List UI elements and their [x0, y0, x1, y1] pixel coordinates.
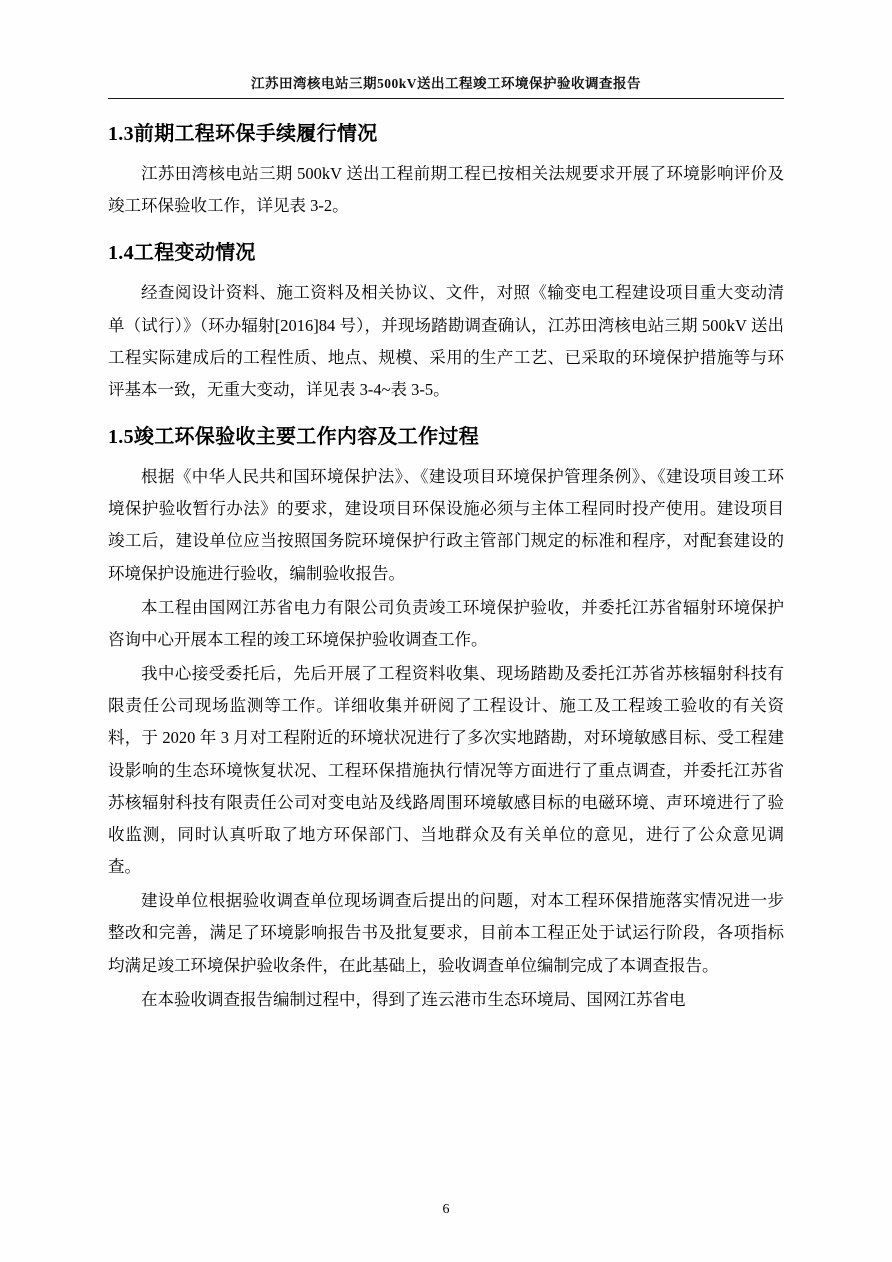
- section-heading-1-4: 1.4工程变动情况: [108, 242, 256, 265]
- paragraph-1-3-1: 江苏田湾核电站三期 500kV 送出工程前期工程已按相关法规要求开展了环境影响评价及竣工环保验收工作，详见表 3-2。: [108, 164, 784, 216]
- paragraph-1-4-1: 经查阅设计资料、施工资料及相关协议、文件，对照《输变电工程建设项目重大变动清单（试行）》（环办辐射[2016]84 号），并现场踏勘调查确认，江苏田湾核电站三期 500kV 送出工程实际建成后的工程性质、地点、规模、采用的生产工艺、已采取的环境保护措施等与环评基本一致，无重大变动，详见表 3-4~表 3-5。: [108, 283, 784, 399]
- header-divider: [108, 98, 784, 99]
- paragraph-1-5-1: 根据《中华人民共和国环境保护法》、《建设项目环境保护管理条例》、《建设项目竣工环境保护验收暂行办法》的要求，建设项目环保设施必须与主体工程同时投产使用。建设项目竣工后，建设单位应当按照国务院环境保护行政主管部门规定的标准和程序，对配套建设的环境保护设施进行验收，编制验收报告。: [108, 467, 784, 583]
- section-heading-1-3: 1.3前期工程环保手续履行情况: [108, 123, 378, 145]
- page-number: 6: [442, 1202, 450, 1217]
- running-header: 江苏田湾核电站三期500kV送出工程竣工环境保护验收调查报告: [250, 76, 641, 91]
- paragraph-1-5-3: 我中心接受委托后，先后开展了工程资料收集、现场踏勘及委托江苏省苏核辐射科技有限责任公司现场监测等工作。详细收集并研阅了工程设计、施工及工程竣工验收的有关资料，于 2020 年 3 月对工程附近的环境状况进行了多次实地踏勘，对环境敏感目标、受工程建设影响的生态环境恢复状况、工程环保措施执行情况等方面进行了重点调查，并委托江苏省苏核辐射科技有限责任公司对变电站及线路周围环境敏感目标的电磁环境、声环境进行了验收监测，同时认真听取了地方环保部门、当地群众及有关单位的意见，进行了公众意见调查。: [108, 664, 784, 877]
- section-heading-1-5: 1.5竣工环保验收主要工作内容及工作过程: [108, 426, 479, 449]
- paragraph-1-5-4: 建设单位根据验收调查单位现场调查后提出的问题，对本工程环保措施落实情况进一步整改和完善，满足了环境影响报告书及批复要求，目前本工程正处于试运行阶段，各项指标均满足竣工环境保护验收条件，在此基础上，验收调查单位编制完成了本调查报告。: [108, 891, 784, 975]
- paragraph-1-5-2: 本工程由国网江苏省电力有限公司负责竣工环境保护验收，并委托江苏省辐射环境保护咨询中心开展本工程的竣工环境保护验收调查工作。: [108, 597, 784, 649]
- paragraph-1-5-5: 在本验收调查报告编制过程中，得到了连云港市生态环境局、国网江苏省电: [141, 989, 686, 1009]
